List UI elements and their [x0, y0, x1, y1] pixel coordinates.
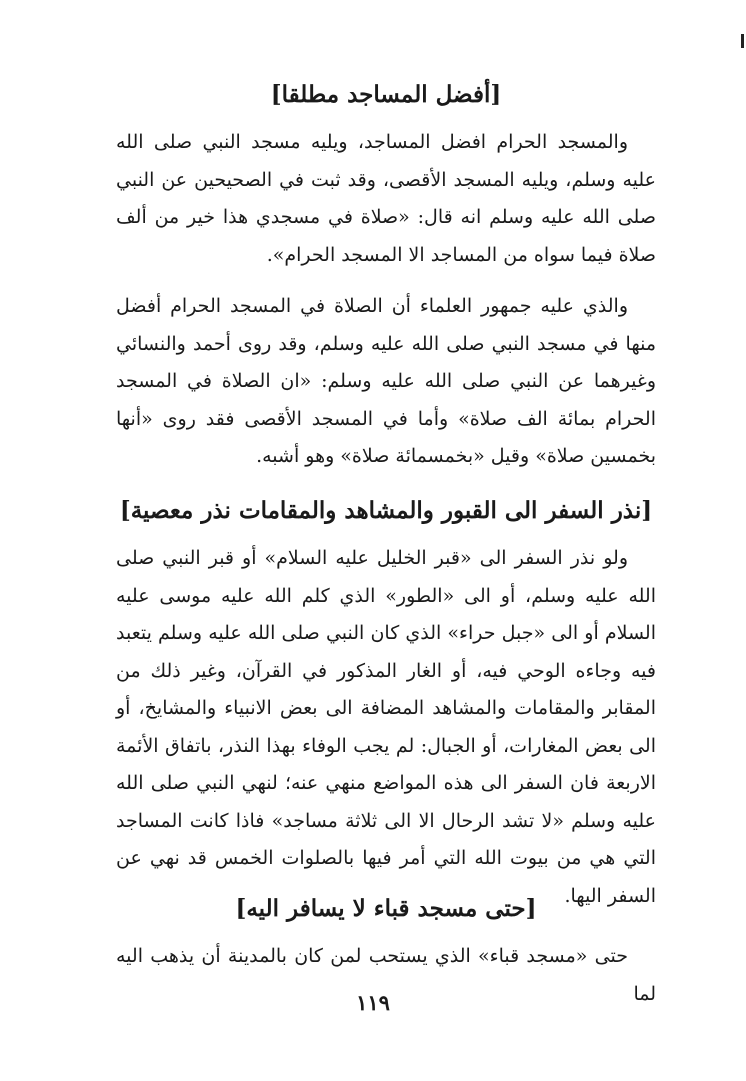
paragraph-quba-mosque: حتى «مسجد قباء» الذي يستحب لمن كان بالمدينة أن يذهب اليه لما — [116, 945, 656, 1005]
paragraph-best-mosques: والمسجد الحرام افضل المساجد، ويليه مسجد النبي صلى الله عليه وسلم، ويليه المسجد الأقصى، وقد ثبت في الصحيحين عن النبي صلى الله عليه وسلم انه قال: «صلاة في مسجدي هذا خير من ألف صلاة فيما سواه من المساجد الا المسجد الحرام». — [116, 131, 656, 266]
paragraph-vow-travel: ولو نذر السفر الى «قبر الخليل عليه السلام» أو قبر النبي صلى الله عليه وسلم، أو الى «الطور» الذي كلم الله عليه موسى عليه السلام أو الى «جبل حراء» الذي كان النبي صلى الله عليه وسلم يتعبد فيه وجاءه الوحي فيه، أو الغار المذكور في القرآن، وغير ذلك من المقابر والمقامات والمشاهد المضافة الى بعض الانبياء والمشايخ، أو الى بعض المغارات، أو الجبال: لم يجب الوفاء بهذا النذر، باتفاق الأئمة الاربعة فان السفر الى هذه المواضع منهي عنه؛ لنهي النبي صلى الله عليه وسلم «لا تشد الرحال الا الى ثلاثة مساجد» فاذا كانت المساجد التي هي من بيوت الله التي أمر فيها بالصلوات الخمس قد نهي عن السفر اليها. — [116, 547, 656, 907]
section-body-vow-travel — [116, 540, 656, 915]
page-edge-mark — [741, 34, 744, 48]
page-number: ١١٩ — [356, 990, 390, 1015]
section-body-prayer-reward — [116, 288, 656, 476]
section-heading-quba-mosque: [حتى مسجد قباء لا يسافر اليه] — [235, 895, 537, 922]
paragraph-prayer-reward: والذي عليه جمهور العلماء أن الصلاة في المسجد الحرام أفضل منها في مسجد النبي صلى الله عليه وسلم، وقد روى أحمد والنسائي وغيرهما عن النبي صلى الله عليه وسلم: «ان الصلاة في المسجد الحرام بمائة الف صلاة» وأما في المسجد الأقصى فقد روى «أنها بخمسين صلاة» وقيل «بخمسمائة صلاة» وهو أشبه. — [116, 295, 656, 467]
section-body-best-mosques — [116, 124, 656, 274]
section-heading-vow-travel: [نذر السفر الى القبور والمشاهد والمقامات نذر معصية] — [119, 497, 653, 524]
section-heading-best-mosques: [أفضل المساجد مطلقا] — [270, 81, 502, 108]
